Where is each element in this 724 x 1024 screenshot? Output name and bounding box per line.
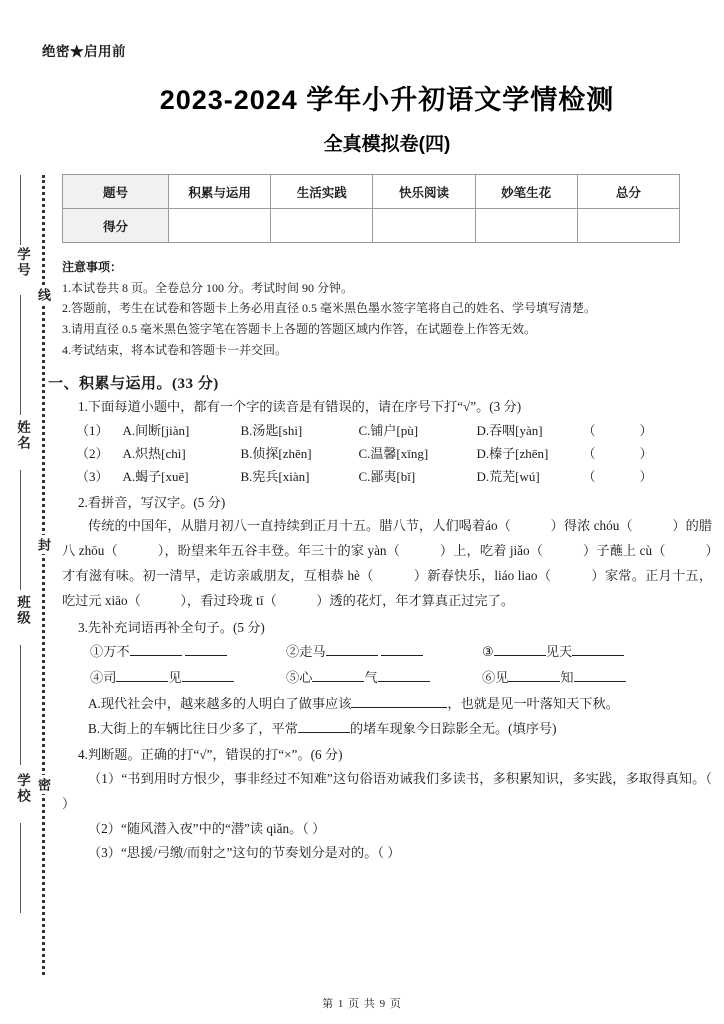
fill-blank[interactable] xyxy=(574,681,626,682)
margin-rule xyxy=(20,823,21,913)
section-one-title: 一、积累与运用。(33 分) xyxy=(48,376,219,393)
fill-blank[interactable] xyxy=(185,655,227,656)
passage-part: ）的腊八 zhōu（ xyxy=(62,518,713,559)
passage-part: ），看过玲珑 tī（ xyxy=(180,592,277,608)
question-4-item[interactable]: （2）“随风潜入夜”中的“潜”读 qiǎn。（ ） xyxy=(88,820,326,836)
option-a[interactable]: A.炽热[chì] xyxy=(122,446,186,462)
sentence-text: 的堵车现象今日踪影全无。(填序号) xyxy=(349,720,557,736)
blank-text: 心 xyxy=(299,670,313,686)
sentence-text: ，也就是见一叶落知天下秋。 xyxy=(447,695,619,711)
margin-label-xuehao: 学号 xyxy=(15,247,30,278)
item-number: ⑥ xyxy=(482,670,496,686)
pinyin-blank[interactable] xyxy=(543,543,583,558)
fill-blank[interactable] xyxy=(326,655,378,656)
option-b[interactable]: B.侦探[zhēn] xyxy=(240,446,312,462)
fill-blank[interactable] xyxy=(116,681,168,682)
table-header-cell: 妙笔生花 xyxy=(475,175,577,209)
margin-rule xyxy=(20,470,21,590)
blank-text: 见 xyxy=(168,670,182,686)
blank-text: 走马 xyxy=(299,644,326,660)
option-d[interactable]: D.吞咽[yàn] xyxy=(476,422,543,438)
table-header-cell: 积累与运用 xyxy=(169,175,271,209)
score-cell[interactable] xyxy=(577,209,679,243)
margin-label-banji: 班级 xyxy=(15,595,30,626)
blank-item-1 xyxy=(76,639,272,665)
pinyin-blank[interactable] xyxy=(633,518,673,533)
question-2-stem: 2.看拼音，写汉字。(5 分) xyxy=(78,494,226,510)
left-margin-labels xyxy=(8,175,34,965)
notice-item: 2.答题前，考生在试卷和答题卡上务必用直径 0.5 毫米黑色墨水签字笔将自己的姓名、学号填写清楚。 xyxy=(62,301,597,316)
item-number: ① xyxy=(90,644,104,660)
question-1-stem: 1.下面每道小题中，都有一个字的读音是有错误的，请在序号下打“√”。(3 分) xyxy=(78,399,522,415)
question-4-stem: 4.判断题。正确的打“√”，错误的打“×”。(6 分) xyxy=(78,747,343,763)
blank-item-2 xyxy=(272,639,468,665)
question-4-item[interactable]: （3）“思援/弓缴/而射之”这句的节奏划分是对的。（ ） xyxy=(88,845,401,861)
fill-blank[interactable] xyxy=(378,681,430,682)
fill-blank[interactable] xyxy=(508,681,560,682)
blank-text: 司 xyxy=(103,670,117,686)
fill-blank[interactable] xyxy=(312,681,364,682)
option-b[interactable]: B.宪兵[xiàn] xyxy=(240,469,310,485)
option-c[interactable]: C.铺户[pù] xyxy=(358,422,419,438)
passage-part: ）透的花灯，年才算真正过完了。 xyxy=(316,592,515,608)
pinyin-blank[interactable] xyxy=(666,543,706,558)
question-4-item[interactable]: （1）“书到用时方恨少，事非经过不知难”这句俗语劝诫我们多读书，多积累知识，多实践，多取得真知。（ ） xyxy=(62,770,712,811)
question-1-item xyxy=(62,465,712,488)
page-subtitle: 全真模拟卷(四) xyxy=(323,134,451,155)
page-title: 2023-2024 学年小升初语文学情检测 xyxy=(159,85,615,115)
option-a[interactable]: A.蝎子[xuē] xyxy=(122,469,189,485)
fill-blank[interactable] xyxy=(381,655,423,656)
blank-text: 知 xyxy=(560,670,574,686)
option-a[interactable]: A.间断[jiàn] xyxy=(122,422,190,438)
fill-blank[interactable] xyxy=(182,681,234,682)
answer-paren[interactable]: （ ） xyxy=(582,422,659,438)
score-cell[interactable] xyxy=(169,209,271,243)
passage-part: ），盼望来年五谷丰登。年三十的家 yàn（ xyxy=(157,543,400,559)
pinyin-blank[interactable] xyxy=(141,593,181,608)
blank-text: 万不 xyxy=(103,644,130,660)
item-number: ⑤ xyxy=(286,670,300,686)
question-3-blanks-row xyxy=(62,639,712,665)
item-number: （2） xyxy=(76,446,109,462)
option-c[interactable]: C.温馨[xīng] xyxy=(358,446,429,462)
question-3-stem: 3.先补充词语再补全句子。(5 分) xyxy=(78,619,265,635)
seal-word-mi: 密 xyxy=(33,775,53,794)
notice-item: 3.请用直径 0.5 毫米黑色签字笔在答题卡上各题的答题区域内作答，在试题卷上作答无效。 xyxy=(62,321,537,336)
notice-block xyxy=(62,257,712,360)
table-header-cell: 总分 xyxy=(577,175,679,209)
margin-label-xuexiao: 学校 xyxy=(15,773,30,804)
pinyin-blank[interactable] xyxy=(277,593,317,608)
score-cell[interactable] xyxy=(373,209,475,243)
blank-item-4 xyxy=(76,665,272,691)
table-row-label: 得分 xyxy=(63,209,169,243)
fill-blank[interactable] xyxy=(351,707,447,708)
blank-item-6 xyxy=(468,665,664,691)
margin-rule xyxy=(20,175,21,245)
item-number: （1） xyxy=(76,422,109,438)
fill-blank[interactable] xyxy=(494,655,546,656)
table-row xyxy=(63,175,680,209)
sentence-text: A.现代社会中，越来越多的人明白了做事应该 xyxy=(88,695,352,711)
table-row xyxy=(63,209,680,243)
table-header-cell: 题号 xyxy=(63,175,169,209)
blank-text: 见天 xyxy=(545,644,573,660)
option-c[interactable]: C.鄙夷[bǐ] xyxy=(358,469,416,485)
fill-blank[interactable] xyxy=(298,732,350,733)
blank-item-3 xyxy=(468,639,664,665)
score-cell[interactable] xyxy=(271,209,373,243)
sentence-text: B.大街上的车辆比往日少多了，平常 xyxy=(88,720,298,736)
blank-text: 气 xyxy=(364,670,378,686)
passage-part: 传统的中国年，从腊月初八一直持续到正月十五。腊八节，人们喝着áo（ xyxy=(88,518,511,534)
passage-part: ）新春快乐，liáo liao（ xyxy=(413,567,552,583)
page-footer: 第 1 页 共 9 页 xyxy=(322,998,402,1010)
fill-blank[interactable] xyxy=(130,655,182,656)
option-b[interactable]: B.汤匙[shi] xyxy=(240,422,303,438)
page-content xyxy=(42,0,713,866)
question-1-item xyxy=(62,442,712,465)
passage-part: ）才有滋有味。初一清早，走访亲戚朋友，互相恭 hè（ xyxy=(62,543,713,583)
passage-part: ）上，吃着 jiǎo（ xyxy=(439,543,544,559)
notice-heading: 注意事项： xyxy=(62,260,123,274)
seal-word-xian: 线 xyxy=(33,285,53,304)
blank-text: 见 xyxy=(495,670,509,686)
passage-part: ）得浓 chóu（ xyxy=(550,518,633,534)
question-1-item xyxy=(62,419,712,442)
question-3-sentence-a xyxy=(62,692,712,717)
item-number: （3） xyxy=(76,469,109,485)
item-number: ② xyxy=(286,644,300,660)
table-header-cell: 快乐阅读 xyxy=(373,175,475,209)
passage-part: ）子蘸上 cù（ xyxy=(583,543,666,559)
passage-part: ）家常。正月十五，吃过元 xiāo（ xyxy=(62,567,713,608)
notice-item: 4.考试结束，将本试卷和答题卡一并交回。 xyxy=(62,342,288,357)
pinyin-blank[interactable] xyxy=(511,518,551,533)
answer-paren[interactable]: （ ） xyxy=(582,469,659,485)
margin-label-xingming: 姓名 xyxy=(15,420,30,451)
table-header-cell: 生活实践 xyxy=(271,175,373,209)
question-2-passage xyxy=(62,514,712,613)
blank-item-5 xyxy=(272,665,468,691)
pinyin-blank[interactable] xyxy=(400,543,440,558)
seal-word-feng: 封 xyxy=(33,535,53,554)
fill-blank[interactable] xyxy=(572,655,624,656)
pinyin-blank[interactable] xyxy=(374,568,414,583)
pinyin-blank[interactable] xyxy=(551,568,591,583)
score-cell[interactable] xyxy=(475,209,577,243)
pinyin-blank[interactable] xyxy=(118,543,158,558)
question-3-sentence-b xyxy=(62,717,712,742)
notice-item: 1.本试卷共 8 页。全卷总分 100 分。考试时间 90 分钟。 xyxy=(62,280,354,295)
option-d[interactable]: D.榛子[zhēn] xyxy=(476,446,549,462)
item-number: ④ xyxy=(90,670,104,686)
option-d[interactable]: D.荒芜[wú] xyxy=(476,469,540,485)
question-3-blanks-row xyxy=(62,665,712,691)
item-number: ③ xyxy=(482,644,494,660)
margin-rule xyxy=(20,295,21,415)
answer-paren[interactable]: （ ） xyxy=(582,446,659,462)
margin-rule xyxy=(20,645,21,765)
score-table xyxy=(62,174,680,243)
secret-notice: 绝密★启用前 xyxy=(42,44,126,59)
